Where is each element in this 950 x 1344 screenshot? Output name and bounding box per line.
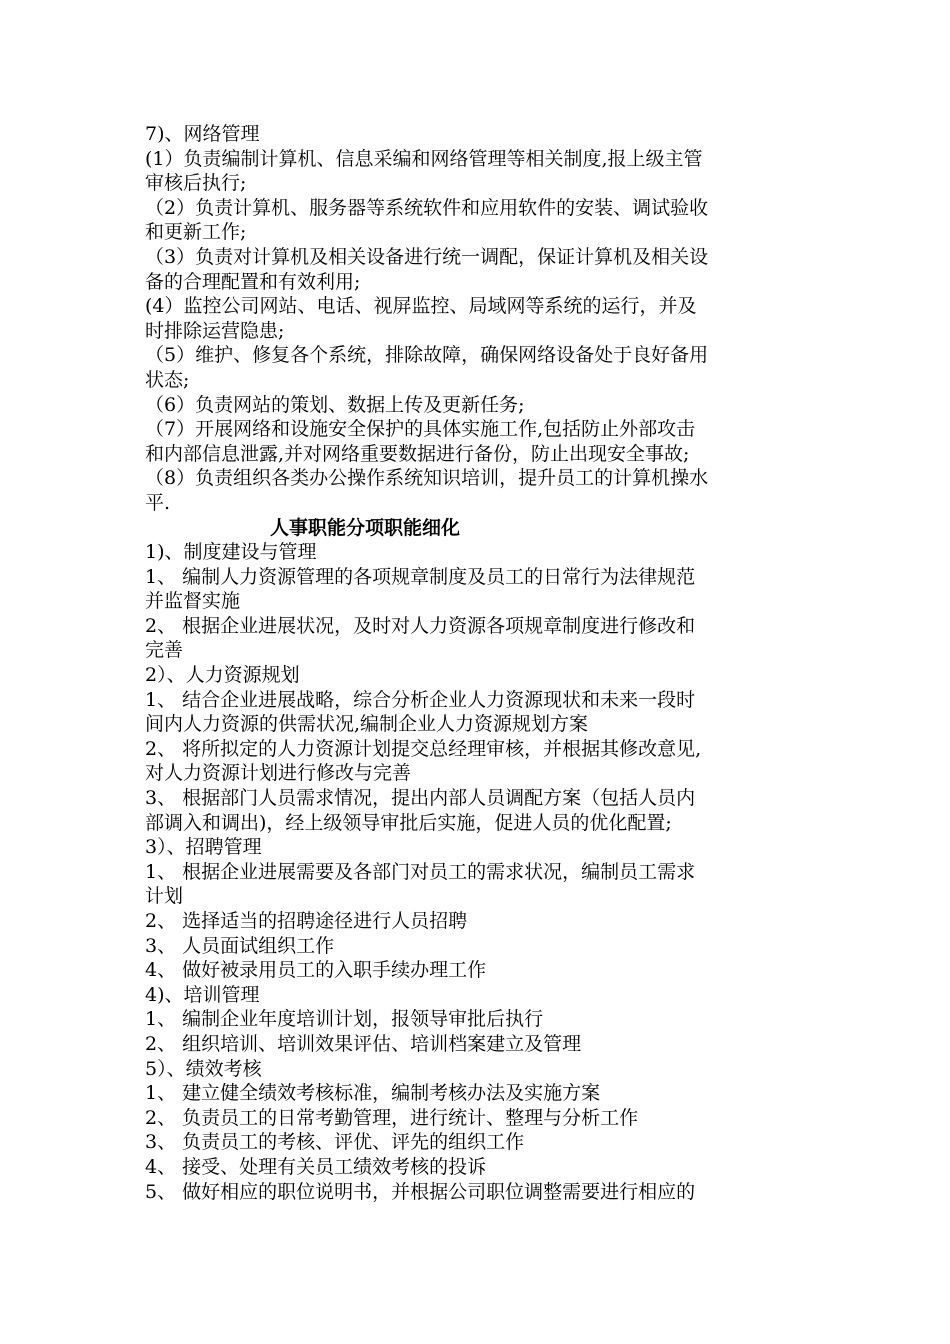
hr-line: 5、 做好相应的职位说明书，并根据公司职位调整需要进行相应的 [145, 1180, 696, 1203]
hr-line: 2、 组织培训、培训效果评估、培训档案建立及管理 [145, 1032, 582, 1055]
network-line: 备的合理配置和有效利用; [145, 270, 361, 293]
hr-line: 2、 负责员工的日常考勤管理，进行统计、整理与分析工作 [145, 1106, 639, 1129]
hr-line: 1、 结合企业进展战略，综合分析企业人力资源现状和未来一段时 [145, 688, 696, 711]
hr-line: 2、 选择适当的招聘途径进行人员招聘 [145, 910, 468, 932]
network-line: 审核后执行; [145, 172, 247, 195]
hr-line: 1、 编制人力资源管理的各项规章制度及员工的日常行为法律规范 [145, 565, 696, 588]
section-title-network: 7)、网络管理 [145, 123, 260, 145]
hr-line: 1、 根据企业进展需要及各部门对员工的需求状况，编制员工需求 [145, 860, 696, 883]
network-line: (1）负责编制计算机、信息采编和网络管理等相关制度,报上级主管 [145, 147, 703, 170]
hr-line: 1)、制度建设与管理 [145, 541, 317, 564]
hr-line: 2、 根据企业进展状况，及时对人力资源各项规章制度进行修改和 [145, 614, 696, 637]
network-line: （5）维护、修复各个系统，排除故障，确保网络设备处于良好备用 [145, 344, 709, 367]
hr-line: 4)、培训管理 [145, 983, 260, 1006]
network-line: （8）负责组织各类办公操作系统知识培训，提升员工的计算机操水 [145, 467, 709, 490]
hr-line: 部调入和调出)，经上级领导审批后实施，促进人员的优化配置; [145, 811, 672, 834]
hr-line: 完善 [145, 639, 184, 662]
hr-line: 3、 人员面试组织工作 [145, 934, 335, 957]
hr-line: 5）、绩效考核 [145, 1057, 262, 1080]
hr-line: 1、 建立健全绩效考核标准，编制考核办法及实施方案 [145, 1082, 601, 1105]
network-line: 和更新工作; [145, 221, 247, 244]
hr-section-heading: 人事职能分项职能细化 [270, 516, 461, 539]
hr-line: 2）、人力资源规划 [145, 664, 300, 687]
network-line: 状态; [145, 368, 190, 391]
network-line: 和内部信息泄露,并对网络重要数据进行备份，防止出现安全事故; [145, 442, 690, 465]
hr-line: 计划 [145, 885, 184, 908]
hr-line: 2、 将所拟定的人力资源计划提交总经理审核，并根据其修改意见, [145, 737, 702, 760]
network-line: （7）开展网络和设施安全保护的具体实施工作,包括防止外部攻击 [145, 418, 696, 441]
document-page [145, 122, 810, 1204]
hr-line: 4、 做好被录用员工的入职手续办理工作 [145, 959, 487, 982]
hr-line: 3、 负责员工的考核、评优、评先的组织工作 [145, 1131, 525, 1154]
network-line: （6）负责网站的策划、数据上传及更新任务; [145, 393, 525, 416]
hr-line: 并监督实施 [145, 590, 241, 613]
network-line: 时排除运营隐患; [145, 319, 285, 342]
network-line: （2）负责计算机、服务器等系统软件和应用软件的安装、调试验收 [145, 196, 709, 219]
hr-line: 间内人力资源的供需状况,编制企业人力资源规划方案 [145, 713, 589, 736]
hr-line: 4、 接受、处理有关员工绩效考核的投诉 [145, 1155, 487, 1178]
hr-line: 对人力资源计划进行修改与完善 [145, 762, 412, 785]
hr-line: 1、 编制企业年度培训计划，报领导审批后执行 [145, 1008, 544, 1031]
network-line: （3）负责对计算机及相关设备进行统一调配，保证计算机及相关设 [145, 245, 709, 268]
hr-line: 3、 根据部门人员需求情况，提出内部人员调配方案（包括人员内 [145, 787, 696, 810]
network-line: (4）监控公司网站、电话、视屏监控、局域网等系统的运行，并及 [145, 295, 697, 318]
network-line: 平. [145, 491, 171, 514]
hr-line: 3）、招聘管理 [145, 836, 262, 859]
